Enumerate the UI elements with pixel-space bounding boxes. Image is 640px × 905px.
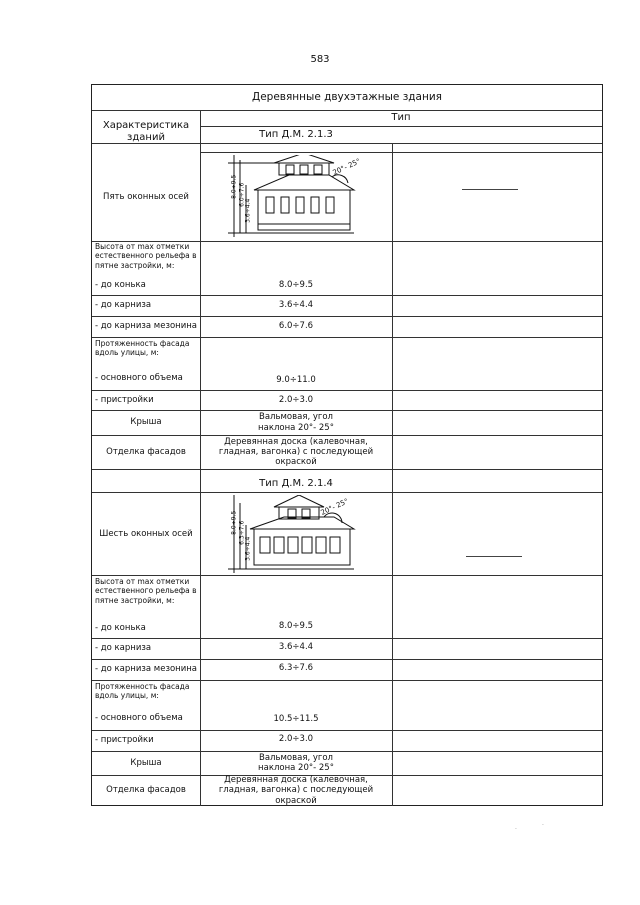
cornice-value-1: 3.6÷4.4	[278, 300, 314, 311]
type-label-2: Тип Д.М. 2.1.4	[259, 478, 333, 489]
annex-label-1: - пристройки	[95, 394, 154, 405]
mezz-value-1: 6.0÷7.6	[278, 321, 314, 332]
main-value-1: 9.0÷11.0	[276, 374, 316, 385]
cornice-label-2: - до карниза	[95, 643, 152, 654]
drawing-angle-2: 20°- 25°	[319, 497, 350, 517]
building-table	[91, 84, 603, 806]
length-heading-1: Протяженность фасада вдоль улицы, м:	[95, 339, 190, 358]
type-label-1: Тип Д.М. 2.1.3	[259, 129, 333, 140]
length-heading-2: Протяженность фасада вдоль улицы, м:	[95, 682, 190, 701]
roof-label-1: Крыша	[130, 417, 162, 428]
axes-label-2: Шесть оконных осей	[99, 528, 193, 539]
drawing-dim-2c: 3.6÷4.4	[244, 536, 252, 561]
height-heading-1: Высота от max отметки естественного рельефа в пятне застройки, м:	[95, 242, 197, 270]
finish-label-2: Отделка фасадов	[106, 785, 186, 796]
cornice-value-2: 3.6÷4.4	[278, 642, 314, 653]
finish-label-1: Отделка фасадов	[106, 446, 186, 457]
annex-value-1: 2.0÷3.0	[278, 394, 314, 405]
drawing-dim-1c: 3.6÷4.4	[244, 198, 252, 223]
axes-label-1: Пять оконных осей	[103, 191, 189, 202]
ridge-value-2: 8.0÷9.5	[278, 620, 314, 631]
finish-value-2: Деревянная доска (калевочная, гладная, вагонка) с последующей окраской	[218, 775, 374, 806]
header-type: Тип	[391, 112, 411, 123]
mezz-value-2: 6.3÷7.6	[278, 663, 314, 674]
main-label-1: - основного объема	[95, 372, 183, 383]
ridge-value-1: 8.0÷9.5	[278, 280, 314, 291]
annex-value-2: 2.0÷3.0	[278, 734, 314, 745]
drawing-dim-1b: 6.0÷7.6	[238, 182, 246, 207]
scan-speck: ·	[542, 822, 544, 829]
header-characteristic: Характеристика зданий	[102, 120, 190, 143]
table-title: Деревянные двухэтажные здания	[252, 91, 442, 104]
main-value-2: 10.5÷11.5	[273, 713, 319, 724]
drawing-angle-1: 20°- 25°	[331, 157, 362, 177]
roof-label-2: Крыша	[130, 757, 162, 768]
dash-mark-1	[462, 189, 518, 190]
finish-value-1: Деревянная доска (калевочная, гладная, вагонка) с последующей окраской	[218, 436, 374, 468]
house-drawing-2	[224, 495, 374, 573]
drawing-dim-1a: 8.0÷9.5	[230, 174, 238, 199]
drawing-dim-2b: 6.3÷7.6	[238, 520, 246, 545]
dash-mark-2	[466, 556, 522, 557]
roof-value-1: Вальмовая, угол наклона 20°- 25°	[258, 412, 334, 433]
ridge-label-1: - до конька	[95, 280, 146, 291]
annex-label-2: - пристройки	[95, 735, 154, 746]
page-number: 583	[310, 54, 330, 65]
mezz-label-1: - до карниза мезонина	[95, 321, 198, 332]
height-heading-2: Высота от max отметки естественного рельефа в пятне застройки, м:	[95, 577, 197, 605]
house-drawing-1	[224, 155, 374, 237]
scan-speck: ·	[515, 826, 517, 833]
ridge-label-2: - до конька	[95, 622, 146, 633]
mezz-label-2: - до карниза мезонина	[95, 664, 198, 675]
roof-value-2: Вальмовая, угол наклона 20°- 25°	[258, 752, 334, 773]
cornice-label-1: - до карниза	[95, 300, 152, 311]
drawing-dim-2a: 8.0÷9.5	[230, 510, 238, 535]
main-label-2: - основного объема	[95, 712, 183, 723]
